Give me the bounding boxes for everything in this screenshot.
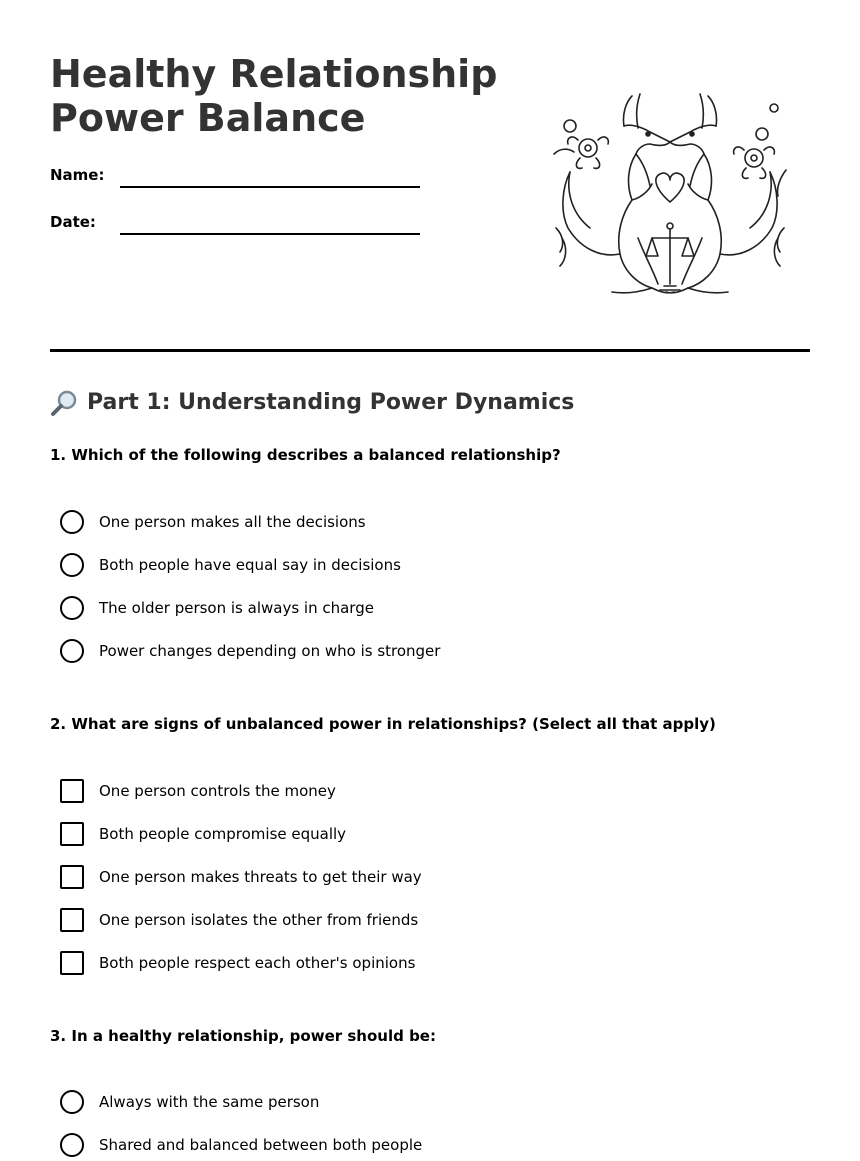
- section-1-title-text: Part 1: Understanding Power Dynamics: [87, 390, 575, 415]
- question-1-option-1[interactable]: [60, 509, 366, 535]
- checkbox[interactable]: [60, 779, 84, 803]
- question-2-option-3[interactable]: [60, 864, 422, 890]
- option-label: One person controls the money: [99, 782, 336, 800]
- question-1-option-2[interactable]: [60, 552, 401, 578]
- question-2-option-5[interactable]: [60, 950, 415, 976]
- date-field[interactable]: [50, 213, 420, 243]
- section-1-title: [50, 388, 574, 418]
- question-1-prompt: 1. Which of the following describes a balanced relationship?: [50, 446, 561, 464]
- radio-button[interactable]: [60, 1090, 84, 1114]
- worksheet-title: [50, 52, 520, 140]
- option-label: Both people respect each other's opinions: [99, 954, 416, 972]
- date-label: Date:: [50, 213, 96, 231]
- question-3-option-2[interactable]: [60, 1132, 422, 1158]
- question-2-option-4[interactable]: [60, 907, 418, 933]
- question-1-option-4[interactable]: [60, 638, 440, 664]
- option-label: One person makes threats to get their way: [99, 868, 422, 886]
- option-label: One person makes all the decisions: [99, 513, 366, 531]
- title-line-1: Healthy Relationship: [50, 52, 498, 96]
- option-label: Power changes depending on who is stronger: [99, 642, 441, 660]
- radio-button[interactable]: [60, 596, 84, 620]
- question-3-option-1[interactable]: [60, 1089, 319, 1115]
- name-field[interactable]: [50, 166, 420, 196]
- radio-button[interactable]: [60, 553, 84, 577]
- name-line[interactable]: [120, 186, 420, 188]
- checkbox[interactable]: [60, 951, 84, 975]
- checkbox[interactable]: [60, 908, 84, 932]
- option-label: Always with the same person: [99, 1093, 320, 1111]
- header-divider: [50, 349, 810, 352]
- kangaroo-illustration: [540, 88, 800, 308]
- radio-button[interactable]: [60, 510, 84, 534]
- question-2-option-2[interactable]: [60, 821, 346, 847]
- checkbox[interactable]: [60, 822, 84, 846]
- question-2-prompt: 2. What are signs of unbalanced power in relationships? (Select all that apply): [50, 715, 716, 733]
- option-label: One person isolates the other from friends: [99, 911, 419, 929]
- option-label: The older person is always in charge: [99, 599, 374, 617]
- date-line[interactable]: [120, 233, 420, 235]
- radio-button[interactable]: [60, 1133, 84, 1157]
- option-label: Shared and balanced between both people: [99, 1136, 423, 1154]
- magnifying-glass-icon: [50, 388, 80, 418]
- question-2-option-1[interactable]: [60, 778, 336, 804]
- question-3-prompt: 3. In a healthy relationship, power should be:: [50, 1027, 436, 1045]
- checkbox[interactable]: [60, 865, 84, 889]
- name-label: Name:: [50, 166, 105, 184]
- option-label: Both people have equal say in decisions: [99, 556, 401, 574]
- option-label: Both people compromise equally: [99, 825, 347, 843]
- question-1-option-3[interactable]: [60, 595, 374, 621]
- title-line-2: Power Balance: [50, 96, 366, 140]
- radio-button[interactable]: [60, 639, 84, 663]
